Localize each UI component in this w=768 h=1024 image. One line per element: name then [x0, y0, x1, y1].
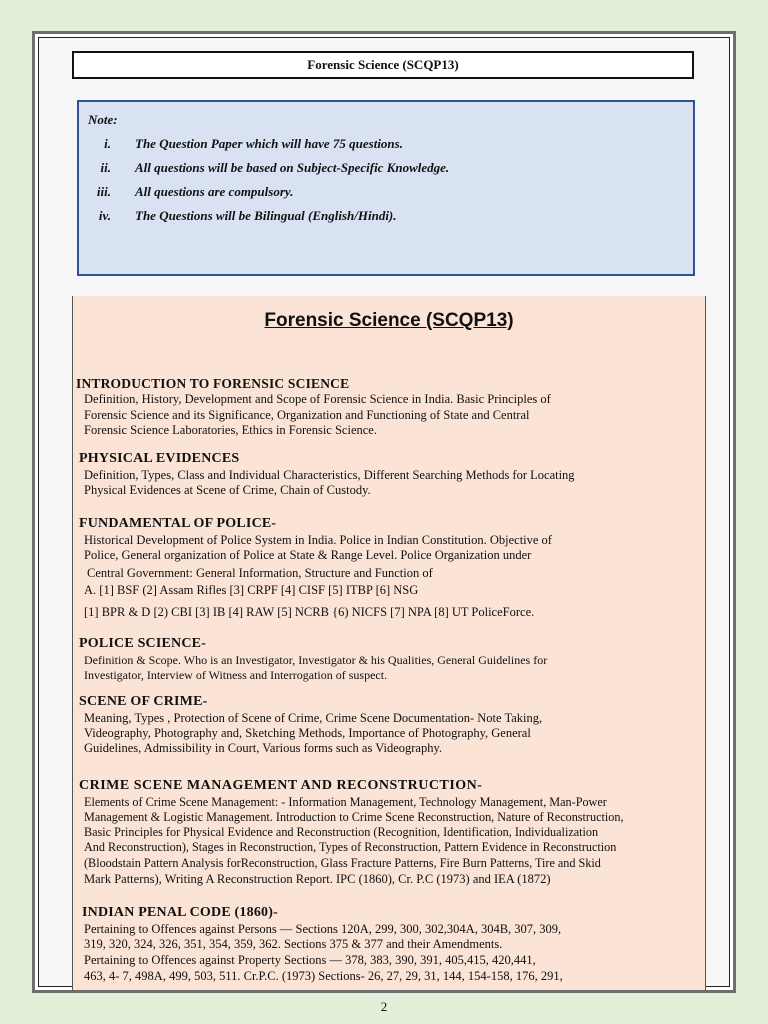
section-heading-crime-scene-management: CRIME SCENE MANAGEMENT AND RECONSTRUCTION- [79, 778, 483, 793]
section-text-line: Definition, History, Development and Scope of Forensic Science in India. Basic Principles of [84, 392, 551, 406]
section-heading-physical-evidences: PHYSICAL EVIDENCES [79, 451, 240, 466]
page-frame [32, 31, 736, 993]
section-text-line: Pertaining to Offences against Property Sections — 378, 383, 390, 391, 405,415, 420,441, [84, 953, 536, 967]
note-item-text: All questions will be based on Subject-Specific Knowledge. [135, 160, 450, 175]
section-text-line: Historical Development of Police System in India. Police in Indian Constitution. Objective of [84, 533, 552, 547]
section-text-line: Physical Evidences at Scene of Crime, Chain of Custody. [84, 483, 371, 497]
section-heading-police-science: POLICE SCIENCE- [79, 636, 207, 651]
note-item [79, 160, 679, 178]
section-text-line: Central Government: General Information, Structure and Function of [87, 566, 433, 580]
section-text-line: Guidelines, Admissibility in Court, Various forms such as Videography. [84, 741, 443, 755]
page-inner-frame [38, 37, 730, 987]
section-text-line: Police, General organization of Police at State & Range Level. Police Organization under [84, 548, 532, 562]
note-item [79, 208, 679, 226]
note-item-text: All questions are compulsory. [135, 184, 294, 199]
note-box [77, 100, 695, 276]
header-title: Forensic Science (SCQP13) [307, 57, 459, 72]
note-title: Note: [88, 112, 118, 127]
section-text-line: [1] BPR & D [2) CBI [3] IB [4] RAW [5] NCRB {6) NICFS [7] NPA [8] UT PoliceForce. [84, 605, 535, 619]
section-text-line: Definition & Scope. Who is an Investigator, Investigator & his Qualities, General Guidelines for [84, 653, 548, 667]
syllabus-panel [72, 296, 706, 990]
section-text-line: Elements of Crime Scene Management: - Information Management, Technology Management, Man-Power [84, 795, 607, 809]
note-item-number: ii. [100, 160, 111, 175]
section-text-line: Pertaining to Offences against Persons — Sections 120A, 299, 300, 302,304A, 304B, 307, 309, [84, 922, 562, 936]
section-text-line: Basic Principles for Physical Evidence and Reconstruction (Recognition, Identification, Individualization [84, 825, 599, 839]
section-heading-scene-of-crime: SCENE OF CRIME- [79, 694, 208, 709]
section-text-line: Management & Logistic Management. Introduction to Crime Scene Reconstruction, Nature of Reconstruction, [84, 810, 624, 824]
section-heading-indian-penal-code: INDIAN PENAL CODE (1860)- [82, 905, 278, 920]
section-text-line: A. [1] BSF (2] Assam Rifles [3] CRPF [4] CISF [5] ITBP [6] NSG [84, 583, 419, 597]
section-text-line: Forensic Science and its Significance, Organization and Functioning of State and Central [84, 408, 530, 422]
note-item-text: The Question Paper which will have 75 questions. [135, 136, 403, 151]
syllabus-title: Forensic Science (SCQP13) [264, 310, 514, 331]
section-text-line: (Bloodstain Pattern Analysis forReconstruction, Glass Fracture Patterns, Fire Burn Patterns, Tire and Skid [84, 856, 601, 870]
note-item-text: The Questions will be Bilingual (English/Hindi). [135, 208, 397, 223]
section-text-line: Mark Patterns), Writing A Reconstruction Report. IPC (1860), Cr. P.C (1973) and IEA (1872) [84, 872, 551, 886]
header-title-box [72, 51, 694, 79]
section-heading-fundamental-of-police: FUNDAMENTAL OF POLICE- [79, 516, 277, 531]
section-text-line: Investigator, Interview of Witness and Interrogation of suspect. [84, 668, 388, 682]
section-text-line: Definition, Types, Class and Individual Characteristics, Different Searching Methods for Locating [84, 468, 575, 482]
section-text-line: Forensic Science Laboratories, Ethics in Forensic Science. [84, 423, 377, 437]
note-item [79, 184, 679, 202]
section-text-line: Videography, Photography and, Sketching Methods, Importance of Photography, General [84, 726, 531, 740]
section-text-line: 463, 4- 7, 498A, 499, 503, 511. Cr.P.C. (1973) Sections- 26, 27, 29, 31, 144, 154-158, 176, 291, [84, 969, 563, 983]
section-text-line: And Reconstruction), Stages in Reconstruction, Types of Reconstruction, Pattern Evidence in Reconstruction [84, 840, 617, 854]
note-item-number: i. [104, 136, 111, 151]
page-number: 2 [380, 999, 388, 1014]
section-text-line: Meaning, Types , Protection of Scene of Crime, Crime Scene Documentation- Note Taking, [84, 711, 543, 725]
note-item-number: iv. [98, 208, 111, 223]
note-item-number: iii. [96, 184, 111, 199]
section-text-line: 319, 320, 324, 326, 351, 354, 359, 362. Sections 375 & 377 and their Amendments. [84, 937, 503, 951]
section-heading-introduction: INTRODUCTION TO FORENSIC SCIENCE [76, 376, 350, 391]
note-item [79, 136, 679, 154]
